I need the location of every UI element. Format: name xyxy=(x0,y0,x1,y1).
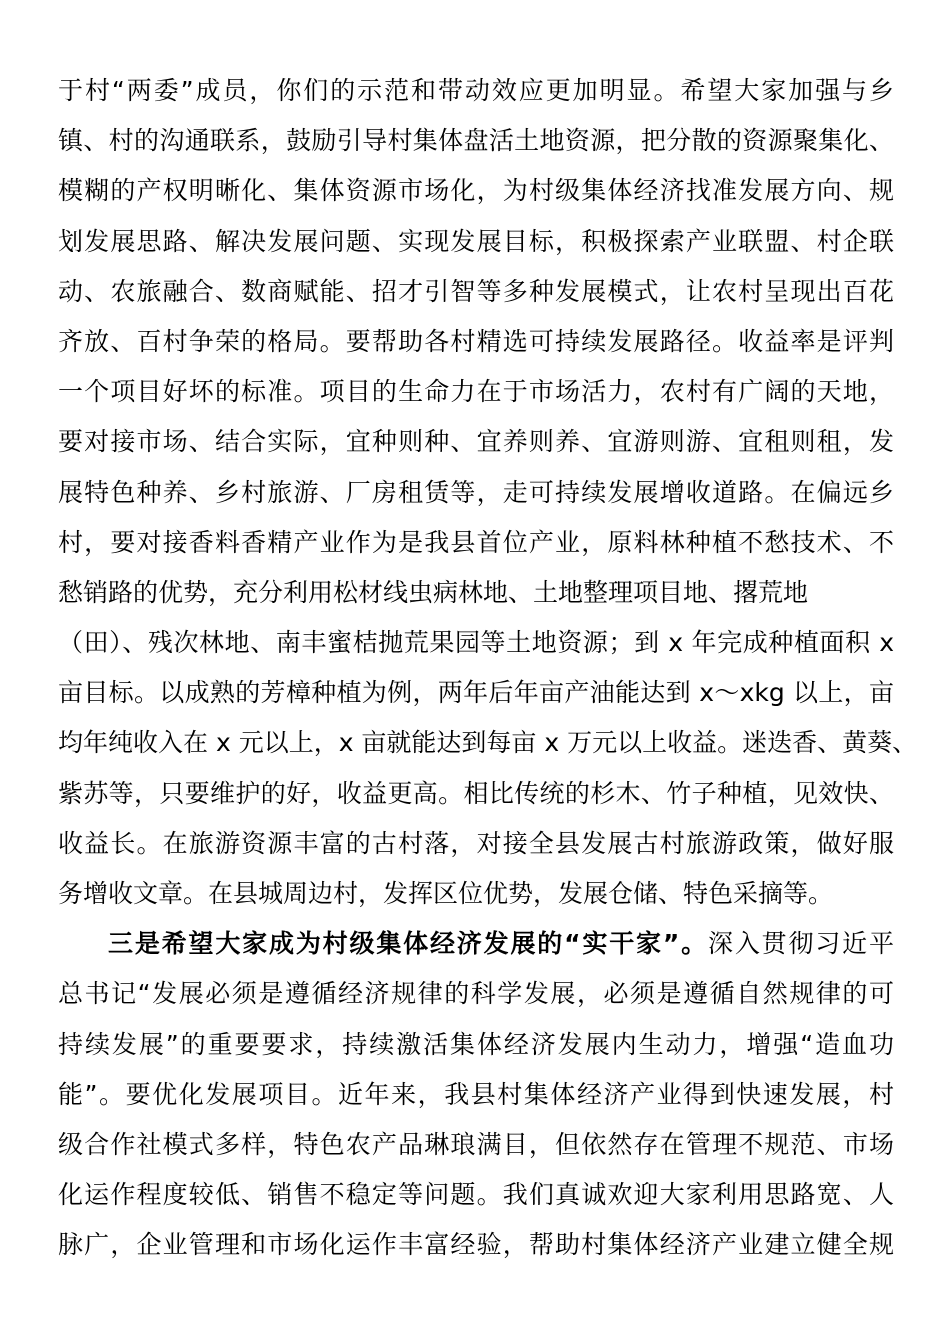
text-line: 能”。要优化发展项目。近年来，我县村集体经济产业得到快速发展，村 xyxy=(58,1079,894,1109)
text-line: 村，要对接香料香精产业作为是我县首位产业，原料林种植不愁技术、不 xyxy=(58,527,894,557)
text-line: 一个项目好坏的标准。项目的生命力在于市场活力，农村有广阔的天地， xyxy=(58,377,894,407)
text-line: 化运作程度较低、销售不稳定等问题。我们真诚欢迎大家利用思路宽、人 xyxy=(58,1180,894,1210)
text-line: 展特色种养、乡村旅游、厂房租赁等，走可持续发展增收道路。在偏远乡 xyxy=(58,477,894,507)
paragraph-2 xyxy=(58,919,894,1270)
text-line: 总书记“发展必须是遵循经济规律的科学发展，必须是遵循自然规律的可 xyxy=(58,979,894,1009)
text-line: 收益长。在旅游资源丰富的古村落，对接全县发展古村旅游政策，做好服 xyxy=(58,828,894,858)
text-line: 齐放、百村争荣的格局。要帮助各村精选可持续发展路径。收益率是评判 xyxy=(58,326,894,356)
paragraph-1 xyxy=(58,66,918,919)
text-line: 动、农旅融合、数商赋能、招才引智等多种发展模式，让农村呈现出百花 xyxy=(58,276,894,306)
text-line: 愁销路的优势，充分利用松材线虫病林地、土地整理项目地、撂荒地 xyxy=(58,577,809,607)
text-line: 紫苏等，只要维护的好，收益更高。相比传统的杉木、竹子种植，见效快、 xyxy=(58,778,894,808)
text-span: 深入贯彻习近平 xyxy=(707,929,894,959)
text-line: 级合作社模式多样，特色农产品琳琅满目，但依然存在管理不规范、市场 xyxy=(58,1129,894,1159)
text-line: 划发展思路、解决发展问题、实现发展目标，积极探索产业联盟、村企联 xyxy=(58,226,894,256)
text-line: 脉广，企业管理和市场化运作丰富经验，帮助村集体经济产业建立健全规 xyxy=(58,1230,894,1260)
text-line: 亩目标。以成熟的芳樟种植为例，两年后年亩产油能达到 x～xkg 以上，亩 xyxy=(58,678,894,708)
text-line: 均年纯收入在 x 元以上，x 亩就能达到每亩 x 万元以上收益。迷迭香、黄葵、 xyxy=(58,728,918,758)
text-line: 持续发展”的重要要求，持续激活集体经济发展内生动力，增强“造血功 xyxy=(58,1029,894,1059)
text-line: 镇、村的沟通联系，鼓励引导村集体盘活土地资源，把分散的资源聚集化、 xyxy=(58,126,894,156)
text-line: 于村“两委”成员，你们的示范和带动效应更加明显。希望大家加强与乡 xyxy=(58,76,894,105)
text-line xyxy=(58,919,894,969)
text-line: 模糊的产权明晰化、集体资源市场化，为村级集体经济找准发展方向、规 xyxy=(58,176,894,206)
text-line: （田）、残次林地、南丰蜜桔抛荒果园等土地资源；到 x 年完成种植面积 x xyxy=(58,628,894,658)
text-line: 要对接市场、结合实际，宜种则种、宜养则养、宜游则游、宜租则租，发 xyxy=(58,427,894,457)
section-heading: 三是希望大家成为村级集体经济发展的“实干家”。 xyxy=(108,929,708,959)
text-line: 务增收文章。在县城周边村，发挥区位优势，发展仓储、特色采摘等。 xyxy=(58,879,834,908)
document-page xyxy=(58,66,918,1271)
